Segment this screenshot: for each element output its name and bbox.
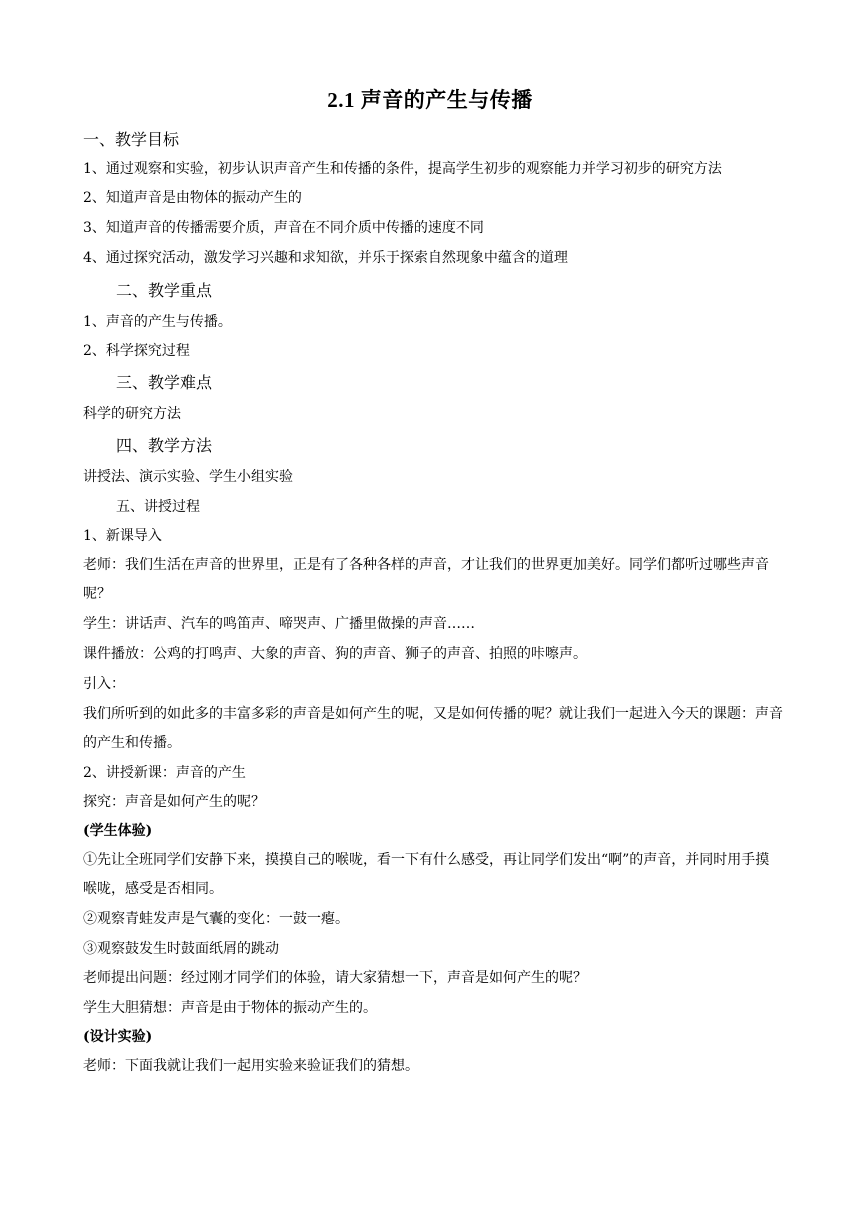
student-experience-heading: (学生体验) (83, 823, 153, 839)
experience-item-1: ①先让全班同学们安静下来，摸摸自己的喉咙，看一下有什么感受，再让同学们发出“啊”的声音，并同时用手摸喉咙，感受是否相同。 (83, 852, 770, 897)
lead-in-label: 引入： (83, 676, 125, 692)
key-point-1: 1、声音的产生与传播。 (83, 314, 232, 330)
experience-item-3: ③观察鼓发生时鼓面纸屑的跳动 (83, 941, 279, 957)
difficult-points-heading: 三、教学难点 (116, 373, 213, 392)
difficult-point-1: 科学的研究方法 (83, 406, 181, 422)
student-paragraph-1: 学生：讲话声、汽车的鸣笛声、啼哭声、广播里做操的声音…… (83, 616, 475, 632)
page-title: 2.1 声音的产生与传播 (327, 88, 533, 112)
new-lesson-heading: 2、讲授新课：声音的产生 (83, 765, 246, 781)
experience-item-2: ②观察青蛙发声是气囊的变化：一鼓一瘪。 (83, 911, 349, 927)
goal-item-2: 2、知道声音是由物体的振动产生的 (83, 190, 302, 206)
process-heading: 五、讲授过程 (116, 499, 200, 515)
methods-heading: 四、教学方法 (116, 436, 213, 455)
key-point-2: 2、科学探究过程 (83, 343, 190, 359)
key-points-heading: 二、教学重点 (116, 281, 213, 300)
goals-heading: 一、教学目标 (83, 130, 180, 149)
lead-in-paragraph: 我们所听到的如此多的丰富多彩的声音是如何产生的呢，又是如何传播的呢？就让我们一起进入今天的课题：声音的产生和传播。 (83, 706, 783, 751)
explore-question: 探究：声音是如何产生的呢？ (83, 794, 265, 810)
design-experiment-heading: (设计实验) (83, 1029, 153, 1045)
method-item-1: 讲授法、演示实验、学生小组实验 (83, 469, 293, 485)
courseware-paragraph: 课件播放：公鸡的打鸣声、大象的声音、狗的声音、狮子的声音、拍照的咔嚓声。 (83, 646, 587, 662)
student-guess: 学生大胆猜想：声音是由于物体的振动产生的。 (83, 1000, 377, 1016)
teacher-paragraph-2: 老师：下面我就让我们一起用实验来验证我们的猜想。 (83, 1058, 419, 1074)
goal-item-1: 1、通过观察和实验，初步认识声音产生和传播的条件，提高学生初步的观察能力并学习初步的研究方法 (83, 161, 722, 177)
intro-heading: 1、新课导入 (83, 528, 162, 544)
goal-item-3: 3、知道声音的传播需要介质，声音在不同介质中传播的速度不同 (83, 220, 484, 236)
goal-item-4: 4、通过探究活动，激发学习兴趣和求知欲，并乐于探索自然现象中蕴含的道理 (83, 250, 568, 266)
teacher-question: 老师提出问题：经过刚才同学们的体验，请大家猜想一下，声音是如何产生的呢？ (83, 970, 587, 986)
teacher-paragraph-1: 老师：我们生活在声音的世界里，正是有了各种各样的声音，才让我们的世界更加美好。同学们都听过哪些声音呢？ (83, 557, 769, 602)
